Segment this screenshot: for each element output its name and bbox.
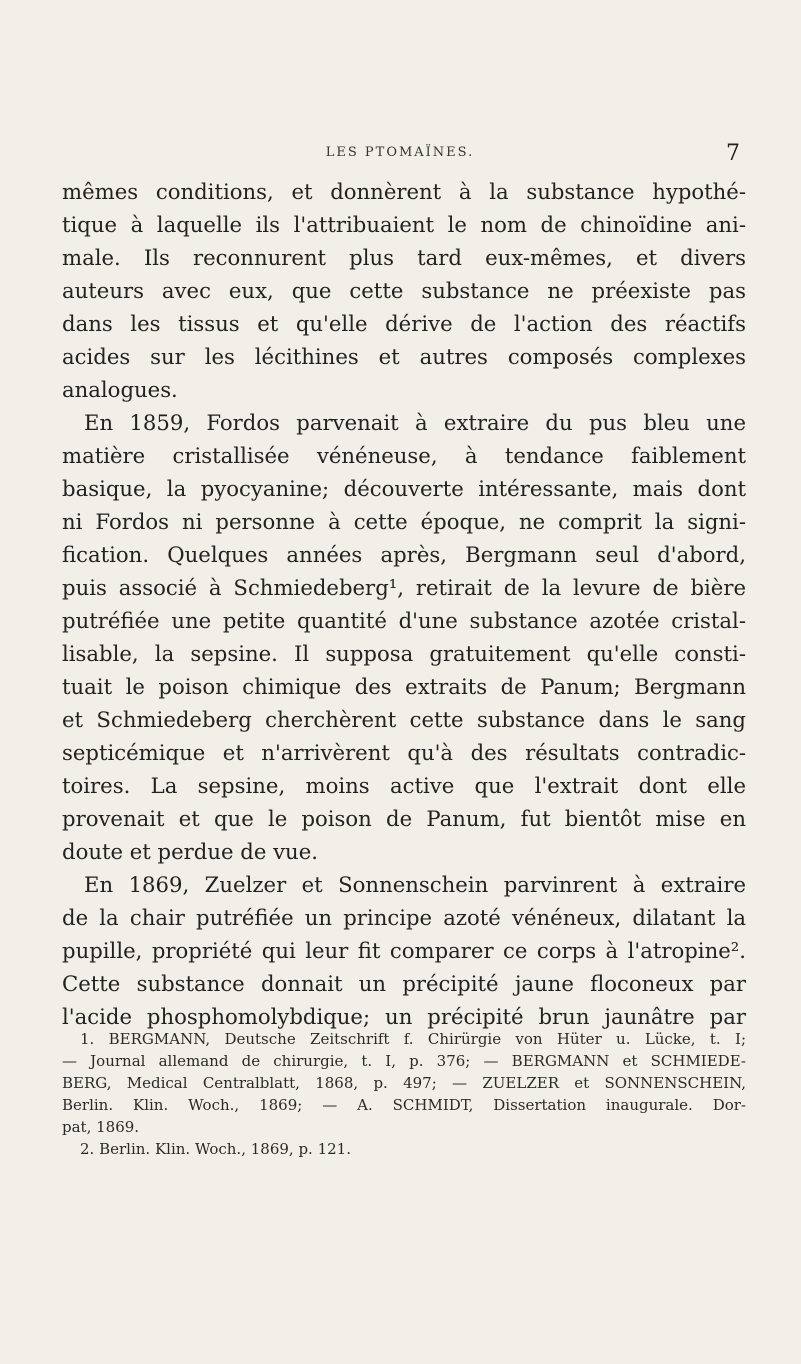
text-line: En 1859, Fordos parvenait à extraire du pus bleu une [84, 410, 746, 435]
text-line: acides sur les lécithines et autres composés complexes [62, 344, 746, 369]
body-text [62, 175, 746, 1033]
text-line: matière cristallisée vénéneuse, à tendance faiblement [62, 443, 746, 468]
text-line: de la chair putréfiée un principe azoté vénéneux, dilatant la [62, 905, 746, 930]
footnotes [62, 1028, 746, 1160]
footnote-line: 2. Berlin. Klin. Woch., 1869, p. 121. [80, 1140, 351, 1158]
text-line: tique à laquelle ils l'attribuaient le nom de chinoïdine ani- [62, 212, 746, 237]
footnote-line: pat, 1869. [62, 1118, 140, 1136]
running-title: LES PTOMAÏNES. [325, 145, 475, 160]
text-line: mêmes conditions, et donnèrent à la substance hypothé- [62, 179, 746, 204]
text-line: dans les tissus et qu'elle dérive de l'action des réactifs [62, 311, 746, 336]
text-line: putréfiée une petite quantité d'une substance azotée cristal- [62, 608, 746, 633]
footnote-line: BERG, Medical Centralblatt, 1868, p. 497; — ZUELZER et SONNENSCHEIN, [62, 1074, 746, 1092]
text-line: lisable, la sepsine. Il supposa gratuitement qu'elle consti- [62, 641, 746, 666]
footnote-line: 1. BERGMANN, Deutsche Zeitschrift f. Chirürgie von Hüter u. Lücke, t. I; [80, 1030, 746, 1048]
text-line: puis associé à Schmiedeberg¹, retirait de la levure de bière [62, 575, 746, 600]
text-line: l'acide phosphomolybdique; un précipité brun jaunâtre par [62, 1004, 746, 1029]
text-line: auteurs avec eux, que cette substance ne préexiste pas [62, 278, 746, 303]
text-line: basique, la pyocyanine; découverte intéressante, mais dont [62, 476, 746, 501]
text-line: provenait et que le poison de Panum, fut bientôt mise en [62, 806, 746, 831]
page-number: 7 [726, 141, 740, 166]
text-line: toires. La sepsine, moins active que l'extrait dont elle [62, 773, 746, 798]
text-line: pupille, propriété qui leur fit comparer ce corps à l'atropine². [62, 938, 746, 963]
text-line: analogues. [62, 377, 178, 402]
text-line: male. Ils reconnurent plus tard eux-mêmes, et divers [62, 245, 746, 270]
text-line: ni Fordos ni personne à cette époque, ne comprit la signi- [62, 509, 746, 534]
text-line: doute et perdue de vue. [62, 839, 318, 864]
footnote-line: — Journal allemand de chirurgie, t. I, p. 376; — BERGMANN et SCHMIEDE- [62, 1052, 746, 1070]
text-line: tuait le poison chimique des extraits de Panum; Bergmann [62, 674, 746, 699]
page-header [60, 141, 740, 169]
text-line: et Schmiedeberg cherchèrent cette substance dans le sang [62, 707, 746, 732]
footnote-line: Berlin. Klin. Woch., 1869; — A. SCHMIDT, Dissertation inaugurale. Dor- [62, 1096, 746, 1114]
text-line: septicémique et n'arrivèrent qu'à des résultats contradic- [62, 740, 746, 765]
text-line: fication. Quelques années après, Bergmann seul d'abord, [62, 542, 746, 567]
text-line: En 1869, Zuelzer et Sonnenschein parvinrent à extraire [84, 872, 746, 897]
text-line: Cette substance donnait un précipité jaune floconeux par [62, 971, 746, 996]
